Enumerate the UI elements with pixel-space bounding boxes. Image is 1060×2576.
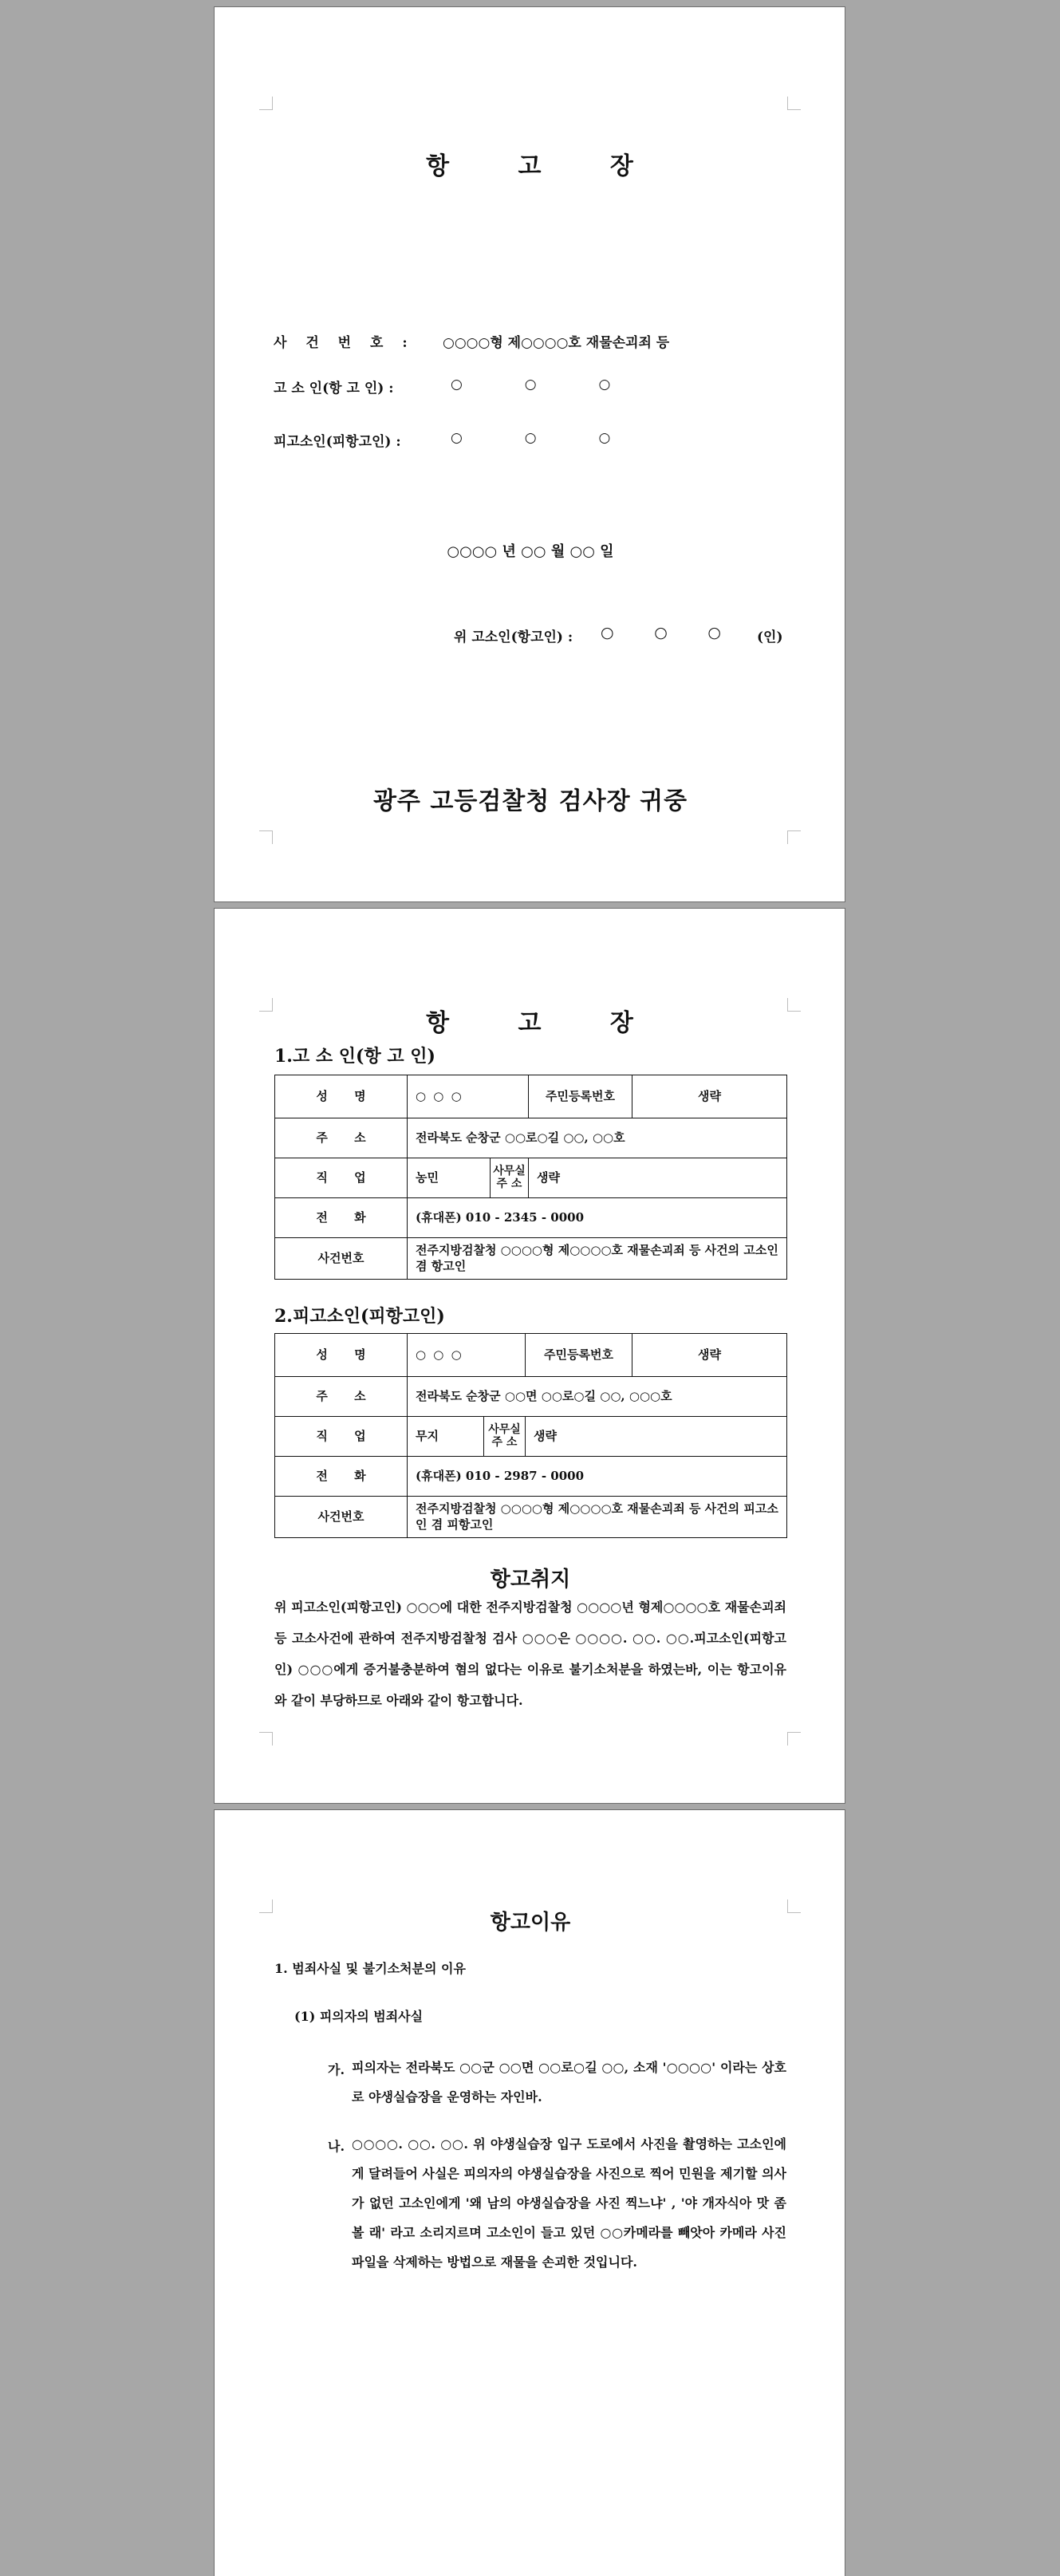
office-address-label: 사무실 주 소	[484, 1417, 526, 1457]
item-ga-text: 피의자는 전라북도 ○○군 ○○면 ○○로○길 ○○, 소재 '○○○○' 이라는 상호로 야생실습장을 운영하는 자인바.	[352, 2060, 786, 2105]
item-na-text: ○○○○. ○○. ○○. 위 야생실습장 입구 도로에서 사진을 촬영하는 고소인에게 달려들어 사실은 피의자의 야생실습장을 사진으로 찍어 민원을 제기할 의사가 없던 고소인에게 '왜 남의 야생실습장을 사진 찍느냐' , '야 개자식아 맛 좀 볼 래' 라고 소리지르며 고소인이 들고 있던 ○○카메라를 빼앗아 카메라 사진파일을 삭제하는 방법으로 재물을 손괴한 것입니다.	[352, 2136, 786, 2270]
case-number-label: 사건번호	[275, 1238, 408, 1280]
margin-mark	[259, 1732, 273, 1746]
margin-mark	[259, 830, 273, 844]
section-heading-1-1: (1) 피의자의 범죄사실	[294, 2009, 424, 2024]
seal-mark: (인)	[757, 629, 783, 645]
rrn-label: 주민등록번호	[526, 1334, 632, 1377]
office-address-label: 사무실 주 소	[491, 1158, 529, 1198]
signer-value: ○ ○ ○	[601, 624, 721, 641]
appeal-reason-title: 항고이유	[490, 1911, 571, 1935]
document-page-2	[214, 908, 845, 1804]
item-ga-marker: 가.	[328, 2062, 345, 2077]
filing-date: ○○○○ 년 ○○ 월 ○○ 일	[447, 543, 614, 560]
address-value: 전라북도 순창군 ○○면 ○○로○길 ○○, ○○○호	[408, 1377, 787, 1417]
name-value: ○ ○ ○	[408, 1075, 529, 1118]
rrn-label: 주민등록번호	[529, 1075, 632, 1118]
office-address-value: 생략	[529, 1158, 787, 1198]
complainant-info-table	[274, 1075, 787, 1280]
margin-mark	[787, 1732, 801, 1746]
margin-mark	[787, 830, 801, 844]
signer-label: 위 고소인(항고인) :	[454, 629, 573, 645]
name-label: 성 명	[275, 1334, 408, 1377]
document-title: 항 고 장	[426, 152, 635, 180]
item-na-marker: 나.	[328, 2139, 345, 2154]
complainant-value: ○ ○ ○	[451, 377, 611, 393]
appeal-purpose-text: 위 피고소인(피항고인) ○○○에 대한 전주지방검찰청 ○○○○년 형제○○○○호 재물손괴죄 등 고소사건에 관하여 전주지방검찰청 검사 ○○○은 ○○○○. ○○. ○○.피고소인(피항고인) ○○○에게 증거불충분하여 혐의 없다는 이유로 불기소처분을 하였는바, 이는 항고이유와 같이 부당하므로 아래와 같이 항고합니다.	[274, 1600, 786, 1708]
appeal-purpose-title: 항고취지	[490, 1568, 571, 1592]
section-complainant-title: 1.고 소 인(항 고 인)	[274, 1046, 435, 1067]
job-label: 직 업	[275, 1158, 408, 1198]
address-label: 주 소	[275, 1377, 408, 1417]
phone-label: 전 화	[275, 1457, 408, 1497]
rrn-value: 생략	[632, 1334, 787, 1377]
job-label: 직 업	[275, 1417, 408, 1457]
name-value: ○ ○ ○	[408, 1334, 526, 1377]
case-number-label: 사건번호	[275, 1497, 408, 1538]
phone-value: (휴대폰) 010 - 2987 - 0000	[408, 1457, 787, 1497]
job-value: 농민	[408, 1158, 491, 1198]
respondent-value: ○ ○ ○	[451, 430, 611, 446]
office-address-value: 생략	[526, 1417, 787, 1457]
margin-mark	[259, 97, 273, 110]
case-number-value: 전주지방검찰청 ○○○○형 제○○○○호 재물손괴죄 등 사건의 피고소인 겸 피항고인	[408, 1497, 787, 1538]
section-respondent-title: 2.피고소인(피항고인)	[274, 1306, 445, 1327]
job-value: 무지	[408, 1417, 484, 1457]
address-label: 주 소	[275, 1118, 408, 1158]
addressee: 광주 고등검찰청 검사장 귀중	[372, 787, 688, 815]
address-value: 전라북도 순창군 ○○로○길 ○○, ○○호	[408, 1118, 787, 1158]
case-number-value: ○○○○형 제○○○○호 재물손괴죄 등	[443, 335, 670, 351]
phone-value: (휴대폰) 010 - 2345 - 0000	[408, 1198, 787, 1238]
document-page-1	[214, 6, 845, 902]
document-title: 항 고 장	[426, 1009, 635, 1037]
rrn-value: 생략	[632, 1075, 787, 1118]
section-heading-1: 1. 범죄사실 및 불기소처분의 이유	[274, 1961, 466, 1976]
margin-mark	[787, 97, 801, 110]
respondent-info-table	[274, 1333, 787, 1538]
document-page-3	[214, 1809, 845, 2576]
case-number-label: 사 건 번 호 :	[274, 335, 408, 351]
respondent-label: 피고소인(피항고인) :	[274, 434, 401, 450]
case-number-value: 전주지방검찰청 ○○○○형 제○○○○호 재물손괴죄 등 사건의 고소인 겸 항고인	[408, 1238, 787, 1280]
complainant-label: 고 소 인(항 고 인) :	[274, 381, 394, 396]
name-label: 성 명	[275, 1075, 408, 1118]
phone-label: 전 화	[275, 1198, 408, 1238]
